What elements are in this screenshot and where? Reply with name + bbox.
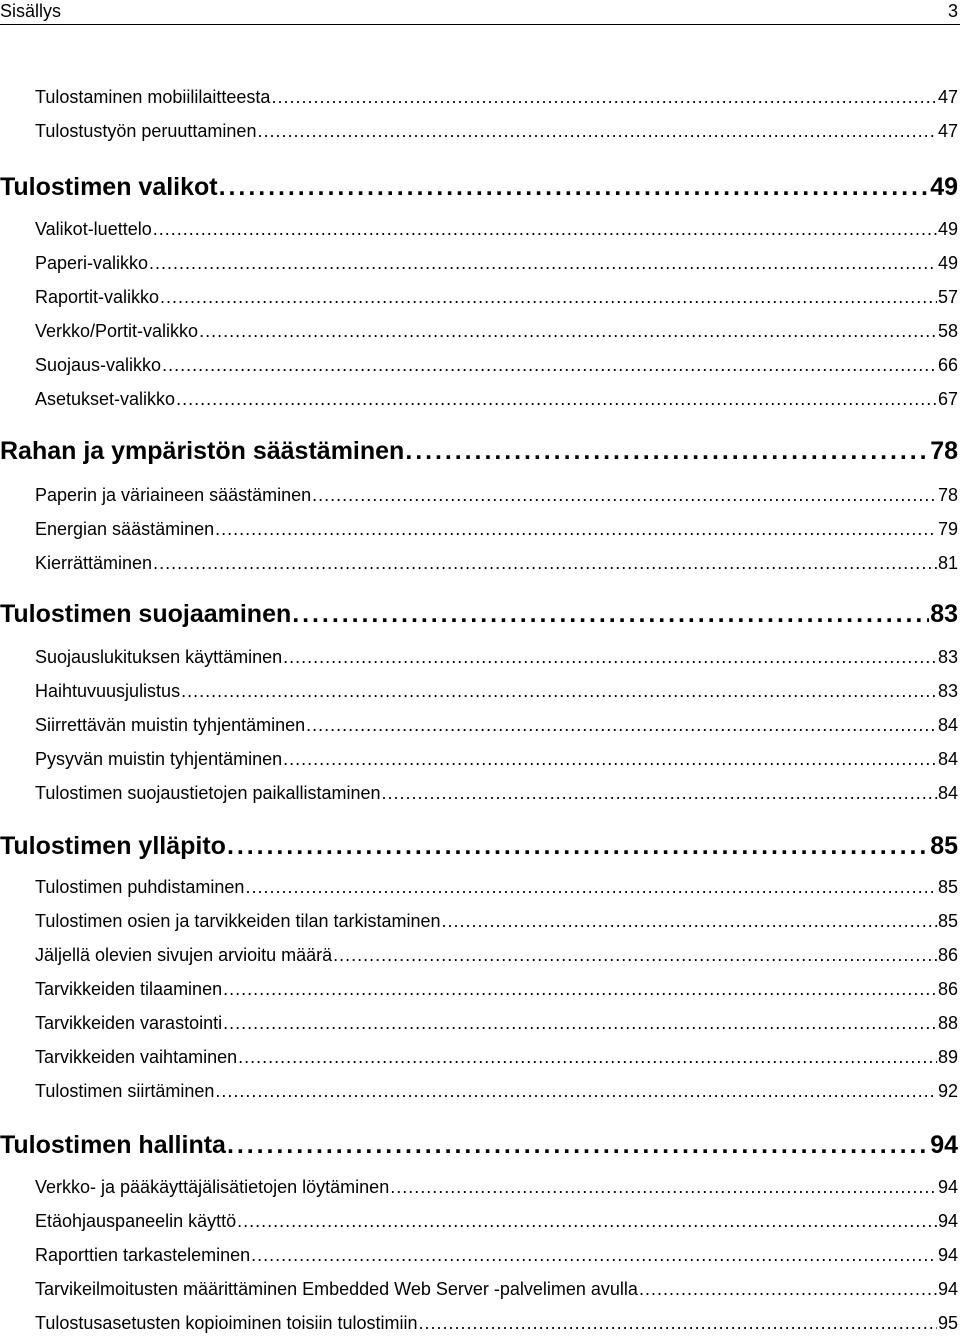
toc-entry-page-number: 47 bbox=[937, 121, 958, 141]
toc-dot-leader bbox=[283, 646, 937, 668]
toc-entry-page-number: 84 bbox=[937, 749, 958, 769]
toc-dot-leader bbox=[251, 1244, 937, 1266]
toc-dot-leader bbox=[215, 1080, 937, 1102]
toc-entry-label: Tarvikkeiden varastointi bbox=[35, 1013, 223, 1033]
toc-entry-page-number: 81 bbox=[937, 553, 958, 573]
toc-entry-page-number: 58 bbox=[937, 321, 958, 341]
toc-entry-label: Tarvikkeiden vaihtaminen bbox=[35, 1047, 238, 1067]
toc-entry-page-number: 85 bbox=[937, 877, 958, 897]
toc-entry-page-number: 66 bbox=[937, 355, 958, 375]
toc-section-entry[interactable] bbox=[35, 484, 960, 506]
toc-dot-leader bbox=[223, 978, 937, 1000]
toc-entry-page-number: 57 bbox=[937, 287, 958, 307]
toc-entry-label: Paperi-valikko bbox=[35, 253, 149, 273]
toc-entry-page-number: 83 bbox=[930, 600, 958, 628]
toc-chapter-entry[interactable] bbox=[0, 436, 960, 466]
toc-entry-page-number: 78 bbox=[930, 437, 958, 465]
toc-section-entry[interactable] bbox=[35, 252, 960, 274]
toc-dot-leader bbox=[160, 286, 937, 308]
toc-entry-label: Tarvikkeiden tilaaminen bbox=[35, 979, 223, 999]
toc-entry-label: Tulostimen siirtäminen bbox=[35, 1081, 215, 1101]
toc-dot-leader bbox=[306, 714, 937, 736]
toc-section-entry[interactable] bbox=[35, 714, 960, 736]
toc-entry-label: Verkko- ja pääkäyttäjälisätietojen löytäminen bbox=[35, 1177, 390, 1197]
toc-dot-leader bbox=[153, 218, 937, 240]
header-page-number: 3 bbox=[947, 1, 958, 21]
toc-section-entry[interactable] bbox=[35, 518, 960, 540]
toc-section-entry[interactable] bbox=[35, 86, 960, 108]
toc-entry-label: Paperin ja väriaineen säästäminen bbox=[35, 485, 312, 505]
toc-entry-label: Tulostaminen mobiililaitteesta bbox=[35, 87, 271, 107]
toc-dot-leader bbox=[223, 1012, 937, 1034]
toc-dot-leader bbox=[176, 388, 937, 410]
toc-entry-label: Kierrättäminen bbox=[35, 553, 153, 573]
toc-dot-leader bbox=[215, 518, 937, 540]
toc-entry-label: Verkko/Portit-valikko bbox=[35, 321, 199, 341]
toc-chapter-entry[interactable] bbox=[0, 1130, 960, 1160]
toc-dot-leader bbox=[227, 831, 929, 861]
toc-section-entry[interactable] bbox=[35, 218, 960, 240]
toc-entry-page-number: 95 bbox=[937, 1313, 958, 1333]
page-header bbox=[0, 0, 960, 25]
toc-chapter-entry[interactable] bbox=[0, 831, 960, 861]
toc-entry-label: Tulostusasetusten kopioiminen toisiin tulostimiin bbox=[35, 1313, 418, 1333]
toc-entry-page-number: 49 bbox=[937, 253, 958, 273]
toc-entry-page-number: 94 bbox=[937, 1279, 958, 1299]
toc-dot-leader bbox=[227, 1130, 929, 1160]
toc-entry-page-number: 78 bbox=[937, 485, 958, 505]
toc-dot-leader bbox=[405, 436, 929, 466]
toc-entry-label: Tarvikeilmoitusten määrittäminen Embedded Web Server -palvelimen avulla bbox=[35, 1279, 638, 1299]
toc-entry-label: Tulostimen suojaaminen bbox=[0, 600, 292, 628]
toc-section-entry[interactable] bbox=[35, 354, 960, 376]
toc-dot-leader bbox=[312, 484, 937, 506]
toc-entry-page-number: 92 bbox=[937, 1081, 958, 1101]
toc-entry-label: Jäljellä olevien sivujen arvioitu määrä bbox=[35, 945, 333, 965]
toc-entry-page-number: 85 bbox=[930, 832, 958, 860]
toc-entry-label: Tulostimen valikot bbox=[0, 173, 218, 201]
toc-entry-label: Suojauslukituksen käyttäminen bbox=[35, 647, 283, 667]
toc-dot-leader bbox=[333, 944, 937, 966]
toc-entry-page-number: 47 bbox=[937, 87, 958, 107]
toc-dot-leader bbox=[292, 599, 929, 629]
toc-section-entry[interactable] bbox=[35, 1176, 960, 1198]
toc-entry-page-number: 85 bbox=[937, 911, 958, 931]
toc-chapter-entry[interactable] bbox=[0, 172, 960, 202]
toc-entry-page-number: 84 bbox=[937, 715, 958, 735]
toc-entry-label: Tulostimen hallinta bbox=[0, 1131, 226, 1159]
toc-entry-page-number: 88 bbox=[937, 1013, 958, 1033]
toc-section-entry[interactable] bbox=[35, 388, 960, 410]
toc-dot-leader bbox=[153, 552, 937, 574]
toc-entry-label: Tulostimen osien ja tarvikkeiden tilan tarkistaminen bbox=[35, 911, 441, 931]
toc-entry-label: Tulostustyön peruuttaminen bbox=[35, 121, 257, 141]
toc-section-entry[interactable] bbox=[35, 120, 960, 142]
toc-section-entry[interactable] bbox=[35, 320, 960, 342]
toc-entry-page-number: 94 bbox=[937, 1177, 958, 1197]
toc-section-entry[interactable] bbox=[35, 552, 960, 574]
toc-entry-label: Raportit-valikko bbox=[35, 287, 160, 307]
toc-section-entry[interactable] bbox=[35, 680, 960, 702]
toc-entry-page-number: 86 bbox=[937, 979, 958, 999]
toc-dot-leader bbox=[382, 782, 937, 804]
toc-dot-leader bbox=[238, 1046, 937, 1068]
toc-dot-leader bbox=[149, 252, 937, 274]
toc-entry-label: Tulostimen ylläpito bbox=[0, 832, 226, 860]
toc-section-entry[interactable] bbox=[35, 1278, 960, 1300]
toc-dot-leader bbox=[245, 876, 937, 898]
toc-section-entry[interactable] bbox=[35, 748, 960, 770]
toc-entry-label: Siirrettävän muistin tyhjentäminen bbox=[35, 715, 306, 735]
header-title: Sisällys bbox=[0, 1, 62, 21]
toc-entry-page-number: 86 bbox=[937, 945, 958, 965]
toc-dot-leader bbox=[419, 1312, 937, 1334]
toc-section-entry[interactable] bbox=[35, 1046, 960, 1068]
toc-dot-leader bbox=[390, 1176, 937, 1198]
toc-dot-leader bbox=[162, 354, 937, 376]
toc-entry-label: Raporttien tarkasteleminen bbox=[35, 1245, 251, 1265]
toc-entry-label: Rahan ja ympäristön säästäminen bbox=[0, 437, 405, 465]
toc-entry-page-number: 84 bbox=[937, 783, 958, 803]
toc-dot-leader bbox=[283, 748, 937, 770]
toc-section-entry[interactable] bbox=[35, 286, 960, 308]
toc-entry-page-number: 79 bbox=[937, 519, 958, 539]
toc-section-entry[interactable] bbox=[35, 978, 960, 1000]
toc-entry-page-number: 94 bbox=[930, 1131, 958, 1159]
toc-chapter-entry[interactable] bbox=[0, 599, 960, 629]
toc-entry-label: Pysyvän muistin tyhjentäminen bbox=[35, 749, 283, 769]
toc-dot-leader bbox=[257, 120, 937, 142]
toc-entry-label: Energian säästäminen bbox=[35, 519, 215, 539]
toc-entry-page-number: 83 bbox=[937, 681, 958, 701]
toc-section-entry[interactable] bbox=[35, 1080, 960, 1102]
toc-dot-leader bbox=[199, 320, 937, 342]
toc-dot-leader bbox=[271, 86, 937, 108]
toc-entry-page-number: 49 bbox=[930, 173, 958, 201]
toc-entry-label: Asetukset-valikko bbox=[35, 389, 176, 409]
toc-dot-leader bbox=[237, 1210, 937, 1232]
toc-dot-leader bbox=[181, 680, 937, 702]
toc-section-entry[interactable] bbox=[35, 944, 960, 966]
toc-section-entry[interactable] bbox=[35, 1210, 960, 1232]
toc-entry-label: Valikot-luettelo bbox=[35, 219, 152, 239]
toc-section-entry[interactable] bbox=[35, 876, 960, 898]
toc-section-entry[interactable] bbox=[35, 1312, 960, 1334]
toc-section-entry[interactable] bbox=[35, 782, 960, 804]
toc-entry-page-number: 94 bbox=[937, 1211, 958, 1231]
toc-entry-label: Etäohjauspaneelin käyttö bbox=[35, 1211, 237, 1231]
toc-entry-page-number: 89 bbox=[937, 1047, 958, 1067]
toc-entry-page-number: 94 bbox=[937, 1245, 958, 1265]
toc-entry-label: Tulostimen suojaustietojen paikallistaminen bbox=[35, 783, 381, 803]
toc-entry-page-number: 83 bbox=[937, 647, 958, 667]
toc-dot-leader bbox=[442, 910, 937, 932]
toc-section-entry[interactable] bbox=[35, 646, 960, 668]
toc-entry-label: Tulostimen puhdistaminen bbox=[35, 877, 245, 897]
toc-entry-page-number: 49 bbox=[937, 219, 958, 239]
toc-entry-label: Suojaus-valikko bbox=[35, 355, 162, 375]
toc-section-entry[interactable] bbox=[35, 1012, 960, 1034]
toc-entry-page-number: 67 bbox=[937, 389, 958, 409]
toc-section-entry[interactable] bbox=[35, 910, 960, 932]
toc-section-entry[interactable] bbox=[35, 1244, 960, 1266]
toc-entry-label: Haihtuvuusjulistus bbox=[35, 681, 181, 701]
toc-dot-leader bbox=[639, 1278, 937, 1300]
toc-dot-leader bbox=[219, 172, 930, 202]
